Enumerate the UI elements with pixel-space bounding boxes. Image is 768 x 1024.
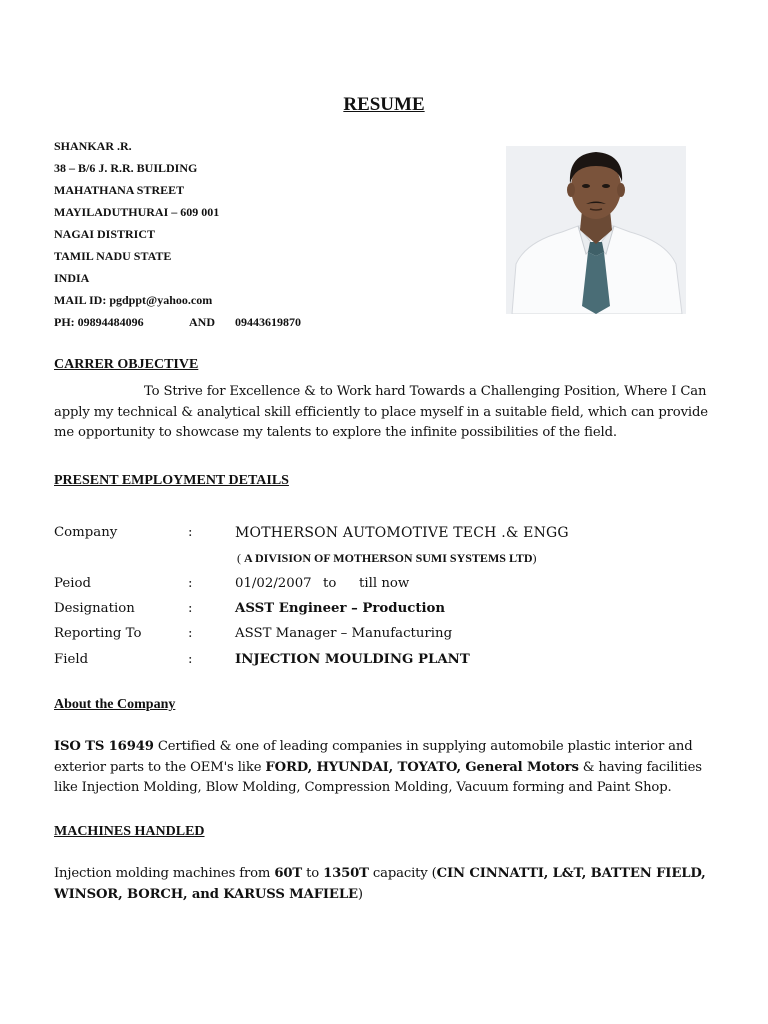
district: NAGAI DISTRICT: [54, 227, 156, 241]
about-text-2: & having facilities like Injection Molding, Blow Molding, Compression Molding, Vacuum forming and Paint Shop.: [54, 759, 702, 795]
company-division: [237, 551, 537, 566]
phone-2: 09443619870: [235, 315, 301, 329]
address-line-2: MAHATHANA STREET: [54, 183, 185, 197]
contact-block: [54, 138, 301, 336]
field-value: INJECTION MOULDING PLANT: [235, 652, 470, 667]
period-label: Peiod: [54, 576, 91, 591]
reporting-label: Reporting To: [54, 626, 142, 641]
objective-heading: CARRER OBJECTIVE: [54, 357, 199, 372]
period-colon: :: [188, 576, 193, 591]
period-from: 01/02/2007: [235, 576, 312, 591]
machines-heading: MACHINES HANDLED: [54, 824, 205, 839]
about-heading: About the Company: [54, 697, 176, 712]
about-text-1: Certified & one of leading companies in supplying automobile plastic interior and exterior parts to the OEM's like: [54, 739, 693, 775]
division-name: A DIVISION OF MOTHERSON SUMI SYSTEMS LTD: [244, 551, 533, 565]
reporting-value: ASST Manager – Manufacturing: [235, 626, 453, 641]
machines-text-4: ): [357, 886, 363, 902]
designation-value: ASST Engineer – Production: [235, 601, 446, 616]
min-capacity: 60T: [274, 866, 303, 881]
phone-and: AND: [189, 315, 215, 329]
iso-cert: ISO TS 16949: [54, 739, 154, 754]
division-close: ): [532, 551, 537, 565]
about-text: [54, 737, 714, 799]
machines-text-1: Injection molding machines from: [54, 866, 275, 881]
oem-brands: FORD, HYUNDAI, TOYATO, General Motors: [265, 759, 579, 775]
state: TAMIL NADU STATE: [54, 249, 172, 263]
phone-line: [54, 314, 301, 336]
objective-text: To Strive for Excellence & to Work hard Towards a Challenging Position, Where I Can apply my technical & analytical skill efficiently to place myself in a suitable field, which can provide me opportunity to showcase my talents to explore the infinite possibilities of the field.: [54, 384, 708, 440]
designation-colon: :: [188, 601, 193, 616]
max-capacity: 1350T: [323, 866, 369, 881]
reporting-colon: :: [188, 626, 193, 641]
address-line-3: MAYILADUTHURAI – 609 001: [54, 205, 220, 219]
resume-title: RESUME: [343, 94, 425, 115]
field-colon: :: [188, 652, 193, 667]
field-label: Field: [54, 652, 89, 667]
machines-text-2: to: [302, 866, 324, 881]
profile-photo: [506, 146, 686, 314]
phone-1: PH: 09894484096: [54, 315, 144, 329]
period-until: till now: [359, 576, 410, 591]
address-line-1: 38 – B/6 J. R.R. BUILDING: [54, 161, 198, 175]
company-colon: :: [188, 525, 193, 540]
machines-text: [54, 864, 714, 905]
machine-makers: CIN CINNATTI, L&T, BATTEN FIELD, WINSOR, BORCH, and KARUSS MAFIELE: [54, 866, 706, 902]
mail-id: MAIL ID: pgdppt@yahoo.com: [54, 293, 213, 307]
candidate-name: SHANKAR .R.: [54, 139, 132, 153]
designation-label: Designation: [54, 601, 135, 616]
company-label: Company: [54, 525, 118, 540]
company-value: MOTHERSON AUTOMOTIVE TECH .& ENGG: [235, 525, 569, 541]
division-open: (: [237, 551, 244, 565]
profile-photo-illustration: [506, 146, 686, 314]
employment-heading: PRESENT EMPLOYMENT DETAILS: [54, 473, 289, 488]
period-to: to: [323, 576, 337, 591]
machines-text-3: capacity (: [368, 866, 437, 881]
country: INDIA: [54, 271, 90, 285]
